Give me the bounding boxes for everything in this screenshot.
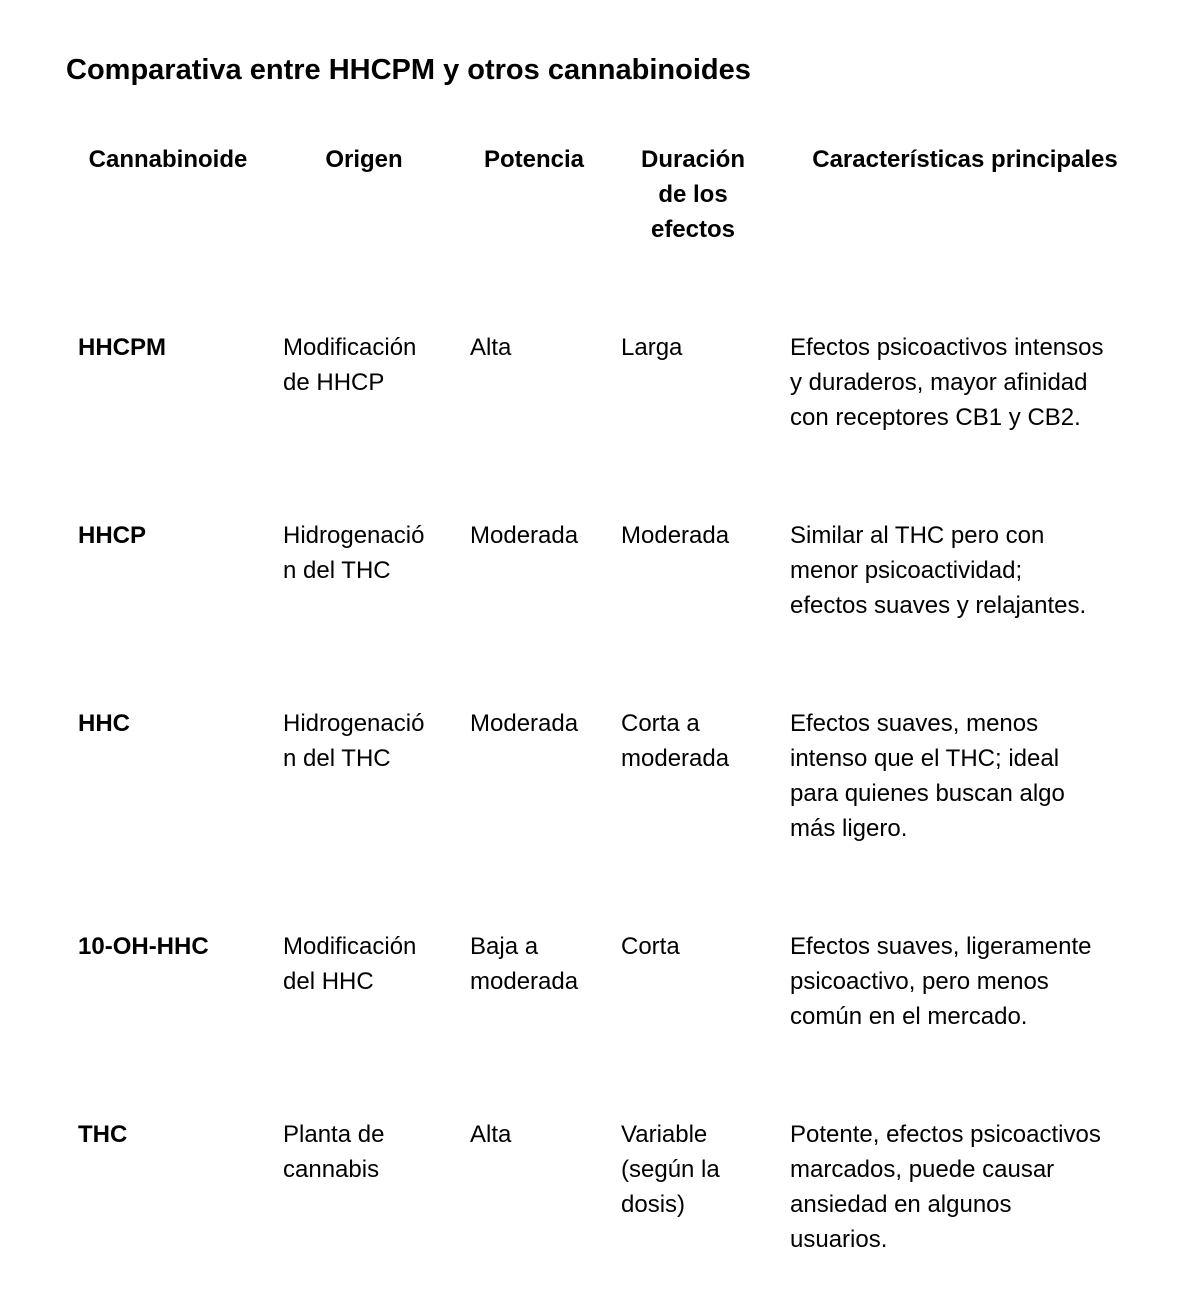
- cell-duracion: Corta a moderada: [621, 710, 730, 772]
- cell-cannabinoide: HHCP: [78, 522, 147, 549]
- header-origen: Origen: [325, 146, 403, 173]
- cell-caracteristicas: Efectos suaves, ligeramente psicoactivo, pero menos común en el mercado.: [790, 933, 1092, 1030]
- cell-duracion: Variable (según la dosis): [621, 1121, 720, 1218]
- cell-potencia: Alta: [470, 1121, 512, 1148]
- header-cannabinoide: Cannabinoide: [88, 146, 248, 173]
- cell-potencia: Moderada: [470, 710, 579, 737]
- header-potencia: Potencia: [483, 146, 585, 173]
- cell-caracteristicas: Efectos psicoactivos intensos y duraderos, mayor afinidad con receptores CB1 y CB2.: [790, 334, 1104, 431]
- comparison-table: [66, 142, 1156, 1277]
- cell-duracion: Corta: [621, 933, 680, 960]
- cell-cannabinoide: HHCPM: [78, 334, 166, 361]
- cell-duracion: Larga: [621, 334, 683, 361]
- table-row: [66, 706, 1156, 929]
- cell-origen: Hidrogenació n del THC: [283, 522, 425, 584]
- cell-duracion: Moderada: [621, 522, 730, 549]
- cell-origen: Planta de cannabis: [283, 1121, 385, 1183]
- cell-potencia: Moderada: [470, 522, 579, 549]
- table-row: [66, 1117, 1156, 1277]
- cell-potencia: Alta: [470, 334, 512, 361]
- cell-caracteristicas: Efectos suaves, menos intenso que el THC; ideal para quienes buscan algo más ligero.: [790, 710, 1065, 842]
- table-row: [66, 518, 1156, 706]
- cell-cannabinoide: 10-OH-HHC: [78, 933, 209, 960]
- table-row: [66, 929, 1156, 1117]
- cell-cannabinoide: HHC: [78, 710, 130, 737]
- header-duracion: Duración de los efectos: [640, 146, 745, 243]
- cell-origen: Modificación del HHC: [283, 933, 417, 995]
- cell-origen: Modificación de HHCP: [283, 334, 417, 396]
- table-header-row: [66, 142, 1156, 330]
- cell-origen: Hidrogenació n del THC: [283, 710, 425, 772]
- cell-cannabinoide: THC: [78, 1121, 128, 1148]
- page-title: Comparativa entre HHCPM y otros cannabinoides: [66, 54, 751, 86]
- cell-potencia: Baja a moderada: [470, 933, 579, 995]
- table-row: [66, 330, 1156, 518]
- cell-caracteristicas: Similar al THC pero con menor psicoactividad; efectos suaves y relajantes.: [790, 522, 1087, 619]
- cell-caracteristicas: Potente, efectos psicoactivos marcados, puede causar ansiedad en algunos usuarios.: [790, 1121, 1101, 1253]
- header-caracteristicas: Características principales: [812, 146, 1118, 173]
